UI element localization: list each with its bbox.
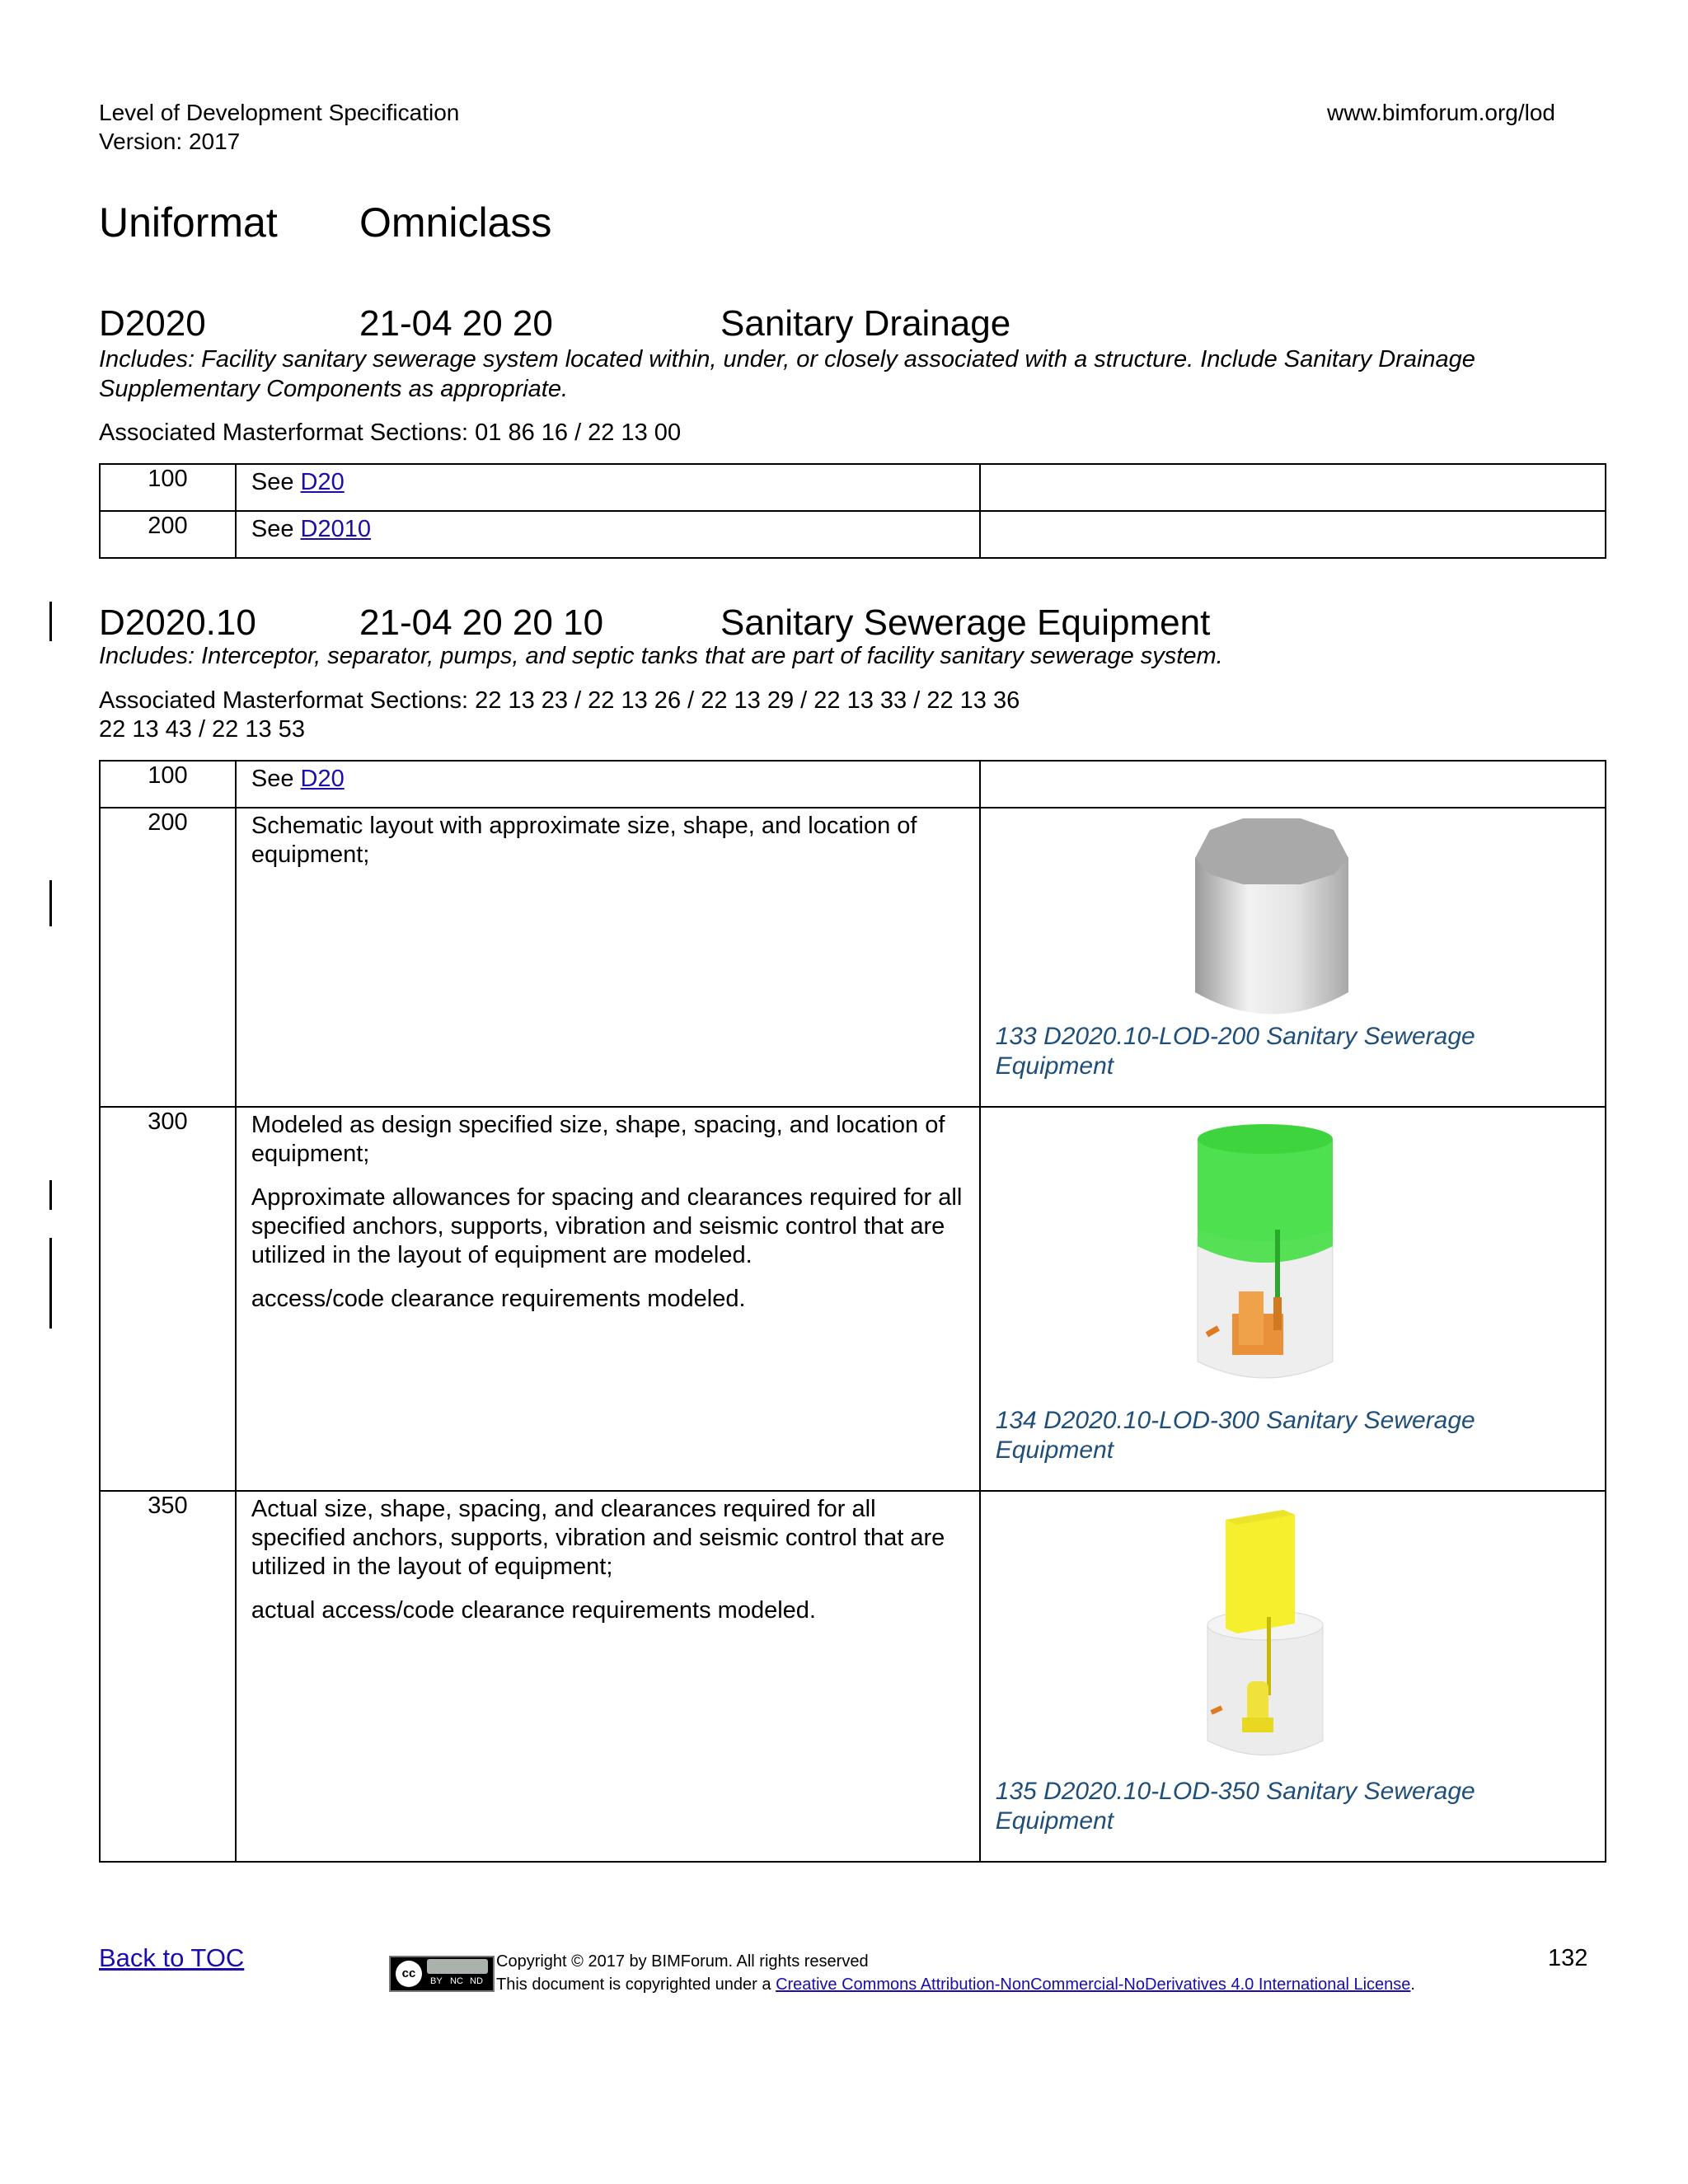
change-bar	[49, 1238, 52, 1329]
see-text: See	[251, 516, 301, 542]
cc-license-link[interactable]: Creative Commons Attribution-NonCommercial-NoDerivatives 4.0 International License	[776, 1975, 1411, 1994]
change-bar	[49, 880, 52, 926]
link-d20[interactable]: D20	[300, 469, 345, 495]
copyright-text: Copyright © 2017 by BIMForum. All rights reserved	[496, 1952, 869, 1971]
section-omniclass: 21-04 20 20	[359, 303, 553, 344]
lod-figure-cell	[980, 1491, 1606, 1862]
description-text: Modeled as design specified size, shape, spacing, and location of equipment;	[251, 1112, 945, 1167]
section-includes: Includes: Interceptor, separator, pumps, and septic tanks that are part of facility sanitary sewerage system.	[99, 643, 1223, 669]
lod-level: 200	[100, 511, 236, 558]
doc-url: www.bimforum.org/lod	[1327, 100, 1555, 125]
see-text: See	[251, 766, 301, 792]
column-omniclass: Omniclass	[359, 199, 552, 246]
cc-nd-label: ND	[470, 1976, 483, 1986]
associated-sections: Associated Masterformat Sections: 01 86 16 / 22 13 00	[99, 419, 682, 446]
description-text: access/code clearance requirements modeled.	[251, 1286, 746, 1312]
section-title: Sanitary Drainage	[720, 303, 1011, 344]
cc-by-label: BY	[430, 1976, 443, 1986]
doc-version: Version: 2017	[99, 129, 241, 154]
license-suffix: .	[1410, 1975, 1415, 1994]
associated-sections-cont: 22 13 43 / 22 13 53	[99, 716, 305, 743]
cc-license-badge	[389, 1956, 495, 1992]
description-text: Schematic layout with approximate size, shape, and location of equipment;	[251, 813, 917, 868]
section-code: D2020.10	[99, 602, 256, 643]
lod-description	[236, 464, 980, 511]
link-d20[interactable]: D20	[300, 766, 345, 792]
page-number: 132	[1548, 1945, 1588, 1971]
change-bar	[49, 602, 52, 641]
description-text: Approximate allowances for spacing and clearances required for all specified anchors, supports, vibration and seismic control that are utilized in the layout of equipment are modeled.	[251, 1184, 963, 1268]
lod-350-equipment-figure	[1191, 1510, 1339, 1774]
lod-300-equipment-figure	[1183, 1122, 1348, 1394]
lod-description	[236, 1107, 980, 1491]
table-row	[100, 511, 1606, 558]
associated-sections: Associated Masterformat Sections: 22 13 23 / 22 13 26 / 22 13 29 / 22 13 33 / 22 13 36	[99, 687, 1020, 714]
figure-caption: 134 D2020.10-LOD-300 Sanitary Sewerage Equipment	[995, 1407, 1475, 1464]
link-d2010[interactable]: D2010	[300, 516, 372, 542]
lod-level: 300	[100, 1107, 236, 1491]
table-row	[100, 808, 1606, 1107]
description-text: actual access/code clearance requirements modeled.	[251, 1597, 816, 1624]
lod-level: 200	[100, 808, 236, 1107]
lod-level: 350	[100, 1491, 236, 1862]
column-uniformat: Uniformat	[99, 199, 278, 246]
description-text: Actual size, shape, spacing, and clearances required for all specified anchors, supports, vibration and seismic control that are utilized in the layout of equipment;	[251, 1496, 945, 1580]
section-includes: Includes: Facility sanitary sewerage system located within, under, or closely associated with a structure. Include Sanitary Drainage Supplementary Components as appropriate.	[99, 346, 1475, 402]
back-to-toc-link[interactable]: Back to TOC	[99, 1943, 245, 1972]
lod-description	[236, 808, 980, 1107]
lod-description	[236, 761, 980, 808]
lod-figure-cell	[980, 761, 1606, 808]
section-title: Sanitary Sewerage Equipment	[720, 602, 1211, 643]
lod-figure-cell	[980, 1107, 1606, 1491]
license-prefix: This document is copyrighted under a	[496, 1975, 776, 1994]
lod-figure-cell	[980, 464, 1606, 511]
cc-icon: cc	[396, 1961, 422, 1987]
lod-200-cylinder-figure	[1185, 815, 1358, 1029]
lod-level: 100	[100, 464, 236, 511]
figure-caption: 133 D2020.10-LOD-200 Sanitary Sewerage Equipment	[995, 1023, 1475, 1080]
see-text: See	[251, 469, 301, 495]
table-row	[100, 1107, 1606, 1491]
lod-figure-cell	[980, 808, 1606, 1107]
lod-table-d2020-10	[99, 760, 1606, 1863]
figure-caption: 135 D2020.10-LOD-350 Sanitary Sewerage Equipment	[995, 1778, 1475, 1835]
cc-symbols-strip	[427, 1959, 488, 1974]
cc-nc-label: NC	[450, 1976, 463, 1986]
table-row	[100, 464, 1606, 511]
table-row	[100, 761, 1606, 808]
change-bar	[49, 1180, 52, 1210]
lod-level: 100	[100, 761, 236, 808]
table-row	[100, 1491, 1606, 1862]
license-line	[496, 1974, 1415, 1995]
section-code: D2020	[99, 303, 206, 344]
lod-table-d2020	[99, 463, 1606, 559]
lod-figure-cell	[980, 511, 1606, 558]
lod-description	[236, 511, 980, 558]
lod-description	[236, 1491, 980, 1862]
doc-title: Level of Development Specification	[99, 100, 460, 125]
section-omniclass: 21-04 20 20 10	[359, 602, 604, 643]
